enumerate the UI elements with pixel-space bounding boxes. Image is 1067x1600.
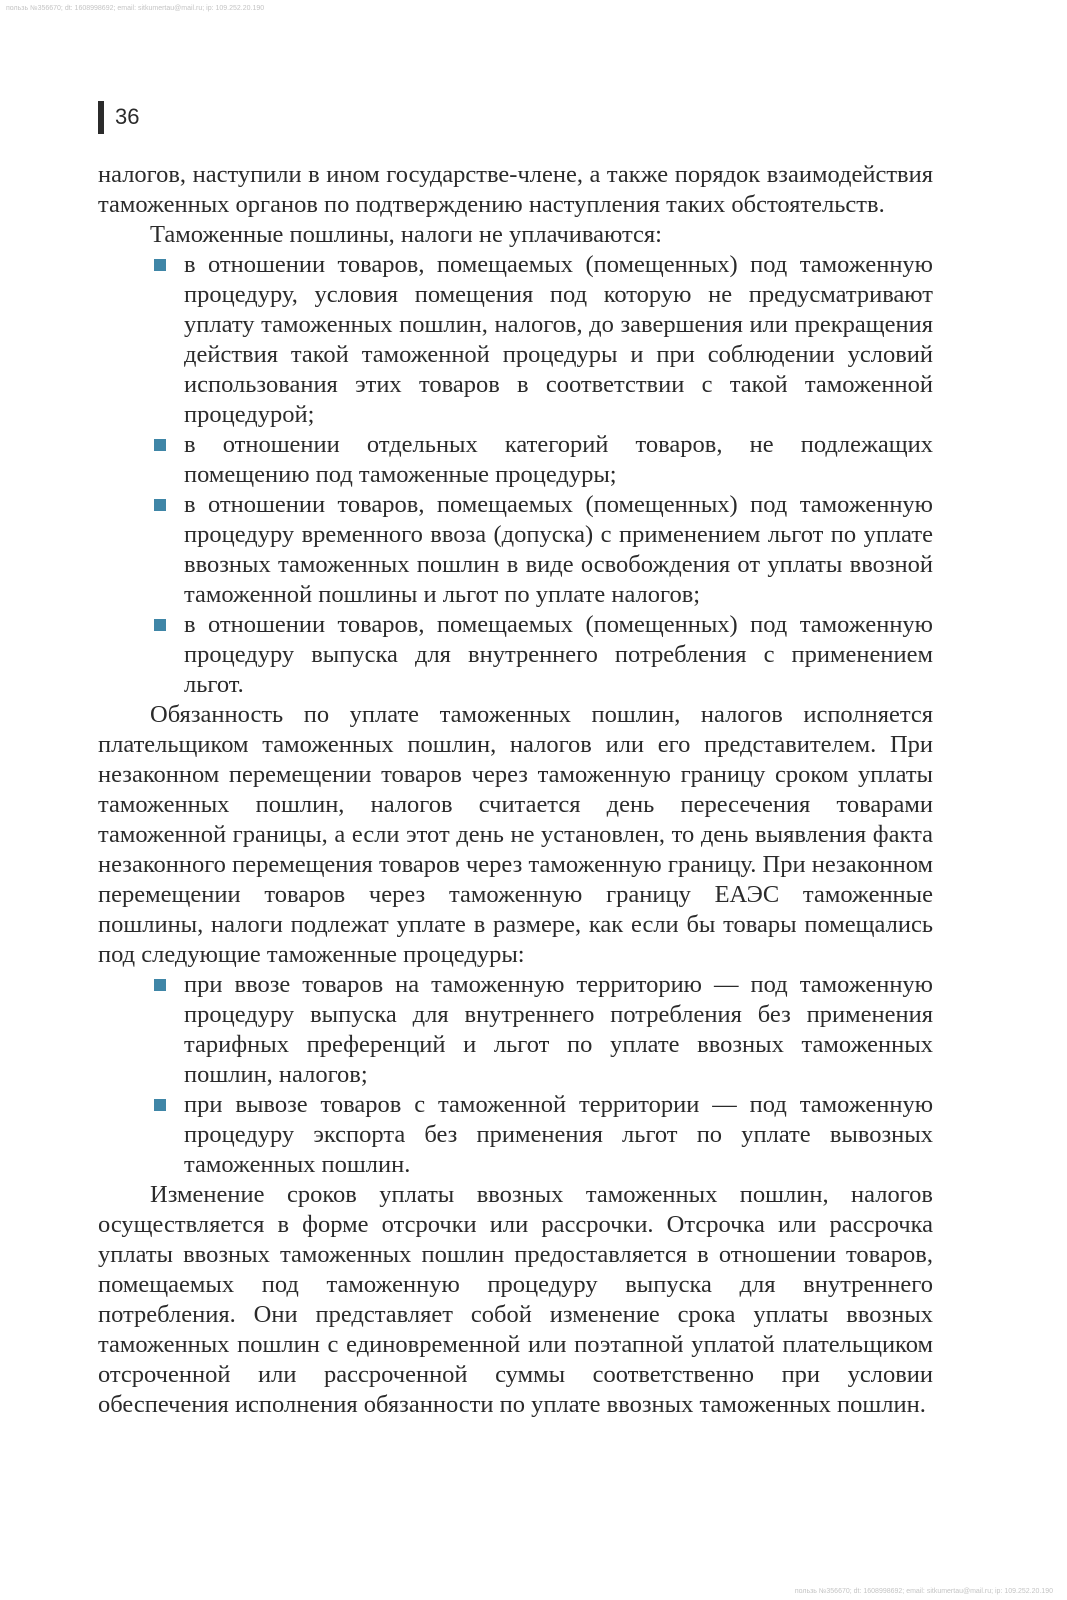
page-body [98,160,933,1420]
list-item: при ввозе товаров на таможенную территорию — под таможенную процедуру выпуска для внутреннего потребления без применения тарифных преференций и льгот по уплате ввозных таможенных пошлин, налогов; [184,970,933,1090]
bullet-list-exemptions [98,250,933,700]
paragraph-not-paid-intro: Таможенные пошлины, налоги не уплачиваются: [150,221,662,248]
square-bullet-icon [154,259,166,271]
page-number [98,100,139,134]
paragraph-payment-obligation: Обязанность по уплате таможенных пошлин, налогов исполняется плательщиком таможенных пошлин, налогов или его представителем. При незаконном перемещении товаров через таможенную границу сроком уплаты таможенных пошлин, налогов считается день пересечения товарами таможенной границы, а если этот день не установлен, то день выявления факта незаконного перемещения товаров через таможенную границу. При незаконном перемещении товаров через таможенную границу ЕАЭС таможенные пошлины, налоги подлежат уплате в размере, как если бы товары помещались под следующие таможенные процедуры: [98,701,933,968]
list-item: в отношении товаров, помещаемых (помещенных) под таможенную процедуру, условия помещения под которую не предусматривают уплату таможенных пошлин, налогов, до завершения или прекращения действия такой таможенной процедуры и при соблюдении условий использования этих товаров в соответствии с такой таможенной процедурой; [184,250,933,430]
square-bullet-icon [154,619,166,631]
list-item: в отношении товаров, помещаемых (помещенных) под таможенную процедуру временного ввоза (допуска) с применением льгот по уплате ввозных таможенных пошлин в виде освобождения от уплаты ввозной таможенной пошлины и льгот по уплате налогов; [184,490,933,610]
list-item: в отношении отдельных категорий товаров, не подлежащих помещению под таможенные процедуры; [184,430,933,490]
page-number-bar [98,101,104,134]
square-bullet-icon [154,439,166,451]
list-item: при вывозе товаров с таможенной территории — под таможенную процедуру экспорта без применения льгот по уплате вывозных таможенных пошлин. [184,1090,933,1180]
watermark-bottom: пользь №356670; dt: 1608998692; email: sitkumertau@mail.ru; ip: 109.252.20.190 [794,1588,1053,1595]
page-number-text: 36 [115,104,140,129]
list-item: в отношении товаров, помещаемых (помещенных) под таможенную процедуру выпуска для внутреннего потребления с применением льгот. [184,610,933,700]
square-bullet-icon [154,1099,166,1111]
watermark-top: пользь №356670; dt: 1608998692; email: sitkumertau@mail.ru; ip: 109.252.20.190 [6,5,265,12]
bullet-list-procedures [98,970,933,1180]
paragraph-continuation: налогов, наступили в ином государстве-члене, а также порядок взаимодействия таможенных органов по подтверждению наступления таких обстоятельств. [98,161,933,218]
paragraph-deferral: Изменение сроков уплаты ввозных таможенных пошлин, налогов осуществляется в форме отсрочки или рассрочки. Отсрочка или рассрочка уплаты ввозных таможенных пошлин предоставляется в отношении товаров, помещаемых под таможенную процедуру выпуска для внутреннего потребления. Они представляет собой изменение срока уплаты ввозных таможенных пошлин с единовременной или поэтапной уплатой плательщиком отсроченной или рассроченной суммы соответственно при условии обеспечения исполнения обязанности по уплате ввозных таможенных пошлин. [98,1181,933,1418]
square-bullet-icon [154,979,166,991]
square-bullet-icon [154,499,166,511]
